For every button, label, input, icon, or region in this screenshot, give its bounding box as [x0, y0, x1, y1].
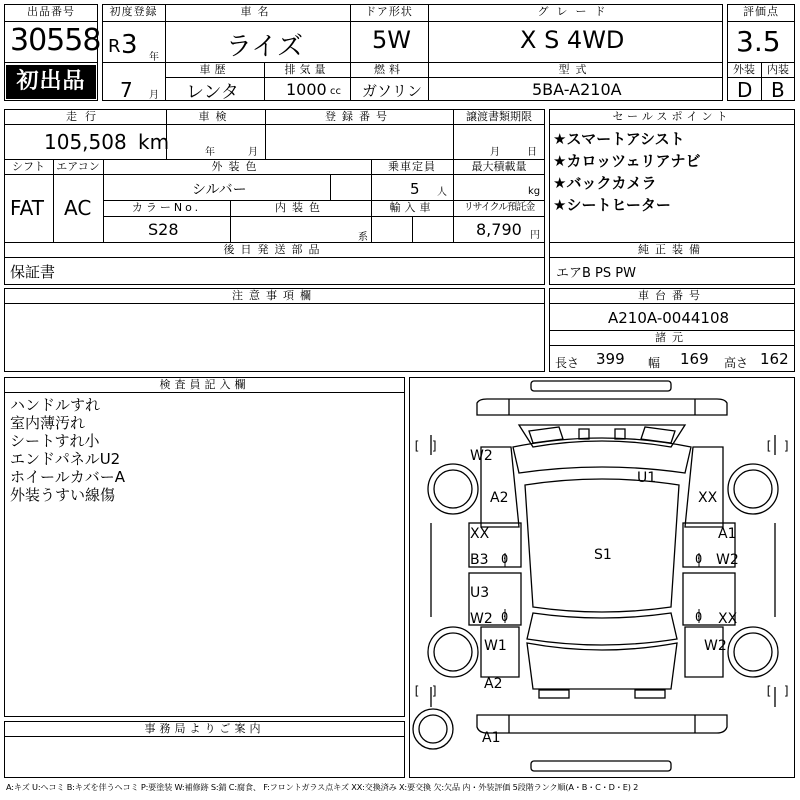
color-no-label: カラーNo. — [131, 201, 202, 214]
mileage-label: 走行 — [66, 110, 104, 123]
width: 169 — [680, 350, 709, 368]
month-unit: 月 — [149, 90, 159, 101]
recycle-unit: 円 — [530, 230, 540, 241]
svg-text:]: ] — [783, 684, 791, 698]
door-type: 5W — [372, 26, 411, 54]
shift: FAT — [10, 196, 45, 220]
svg-text:[: [ — [765, 439, 773, 453]
mark-a2-left: A2 — [490, 490, 509, 506]
reg-month: 7 — [120, 78, 133, 102]
fuel-label: 燃料 — [374, 63, 404, 76]
chassis-number: A210A-0044108 — [608, 309, 730, 327]
transfer-day-unit: 日 — [527, 147, 537, 158]
sales-points-list — [553, 128, 701, 216]
ext-grade: D — [737, 78, 753, 102]
inspection-year-unit: 年 — [205, 147, 215, 158]
score: 3.5 — [736, 25, 781, 58]
grade: X S 4WD — [520, 26, 625, 54]
fuel: ガソリン — [362, 82, 423, 100]
mileage: 105,508 — [44, 130, 127, 154]
inspector-line: ホイールカバーA — [10, 468, 125, 486]
inspector-line: 室内薄汚れ — [10, 414, 86, 432]
color-label: 外装色 — [211, 160, 263, 173]
name-label: 車名 — [240, 5, 275, 18]
mark-a1-right-door: A1 — [718, 526, 737, 542]
color-no: S28 — [148, 220, 179, 239]
int-grade: B — [771, 78, 785, 102]
mark-xx-right: XX — [698, 490, 718, 506]
history: レンタ — [186, 82, 239, 103]
displacement-unit: cc — [330, 86, 341, 97]
inspector-label: 検査員記入欄 — [159, 378, 250, 391]
svg-text:]: ] — [783, 439, 791, 453]
inspector-notes — [10, 396, 125, 504]
svg-text:[: [ — [765, 684, 773, 698]
history-label: 車歴 — [199, 63, 230, 76]
model-code: 5BA-A210A — [532, 80, 622, 99]
seats: 5 — [410, 180, 420, 198]
svg-text:]: ] — [431, 439, 439, 453]
era: R — [108, 36, 121, 57]
era-year: 3 — [121, 30, 138, 60]
svg-text:0: 0 — [695, 552, 703, 566]
height-label: 高さ — [724, 356, 749, 370]
inspector-line: 外装うすい線傷 — [10, 486, 116, 504]
int-color-label: 内装色 — [275, 201, 326, 214]
length: 399 — [596, 350, 625, 368]
ac: AC — [64, 196, 92, 220]
load-unit: kg — [528, 186, 541, 197]
svg-text:0: 0 — [695, 610, 703, 624]
mark-u3: U3 — [470, 585, 490, 601]
inspector-line: ハンドルすれ — [10, 396, 101, 414]
ac-label: エアコン — [56, 160, 100, 173]
displacement-label: 排気量 — [284, 63, 330, 76]
equipment: エアB PS PW — [556, 266, 636, 281]
first-reg-label: 初度登録 — [109, 5, 158, 18]
import-label: 輸入車 — [389, 201, 435, 214]
year-unit: 年 — [149, 52, 159, 63]
car-name: ライズ — [226, 32, 303, 62]
sales-point: ★バックカメラ — [553, 174, 657, 192]
later-parts: 保証書 — [10, 263, 56, 281]
exterior-color: シルバー — [192, 182, 247, 198]
score-label: 評価点 — [743, 5, 779, 18]
car-diagram — [409, 377, 795, 778]
mark-u1: U1 — [637, 470, 657, 486]
svg-text:[: [ — [413, 439, 421, 453]
sales-points-label: セールスポイント — [612, 110, 732, 123]
length-label: 長さ — [555, 356, 580, 370]
transfer-label: 譲渡書類期限 — [466, 110, 532, 123]
legend: A:キズ U:ヘコミ B:キズを伴うヘコミ P:要塗装 W:補修跡 S:錆 C:腐食、 F:フロントガラス点キズ XX:交換済み X:要交換 欠:欠品 内・外装評価 5段階ランク順(A・B・C・D・E) 2 — [6, 782, 639, 792]
mark-w2-right-rear-wheel: W2 — [704, 638, 727, 654]
width-label: 幅 — [648, 356, 661, 370]
sales-point: ★カロッツェリアナビ — [553, 152, 701, 170]
inspector-line: シートすれ小 — [10, 432, 100, 450]
mark-b3: B3 — [470, 552, 489, 568]
mark-w1: W1 — [484, 638, 507, 654]
first-listing-badge: 初出品 — [6, 65, 96, 99]
later-parts-label: 後日発送部品 — [223, 243, 326, 256]
height: 162 — [760, 350, 789, 368]
ext-label: 外装 — [733, 63, 755, 76]
spec-label: 諸元 — [655, 331, 689, 344]
model-label: 型式 — [558, 63, 593, 76]
seats-label: 乗車定員 — [388, 160, 436, 173]
load-label: 最大積載量 — [471, 160, 527, 173]
inspection-label: 車検 — [198, 110, 233, 123]
mark-w2-right-door: W2 — [716, 552, 739, 568]
grade-label: グレード — [537, 5, 614, 18]
office-label: 事務局よりご案内 — [144, 722, 265, 735]
int-label: 内装 — [767, 63, 789, 76]
svg-text:]: ] — [431, 684, 439, 698]
mark-w2-left-rear: W2 — [470, 611, 493, 627]
recycle-fee: 8,790 — [476, 220, 522, 239]
mileage-unit: km — [138, 130, 170, 154]
mark-w2-front-left: W2 — [470, 448, 493, 464]
mark-s1: S1 — [594, 547, 612, 563]
inspection-month-unit: 月 — [248, 147, 258, 158]
equipment-label: 純正装備 — [638, 243, 706, 256]
lot-label: 出品番号 — [27, 5, 75, 18]
mark-xx-right-rear: XX — [718, 611, 738, 627]
inspector-line: エンドパネルU2 — [10, 450, 121, 468]
int-color-unit: 系 — [358, 232, 368, 243]
svg-text:0: 0 — [501, 552, 509, 566]
lot-number: 30558 — [10, 23, 101, 58]
svg-text:0: 0 — [501, 610, 509, 624]
sales-point: ★スマートアシスト — [553, 130, 685, 148]
svg-text:[: [ — [413, 684, 421, 698]
mark-xx-left-door: XX — [470, 526, 490, 542]
mark-a2-bumper: A2 — [484, 676, 503, 692]
shift-label: シフト — [12, 160, 45, 173]
seats-unit: 人 — [437, 187, 447, 198]
chassis-label: 車台番号 — [638, 289, 706, 302]
door-label: ドア形状 — [365, 5, 413, 18]
recycle-label: リサイクル預託金 — [463, 202, 535, 213]
reg-no-label: 登録番号 — [325, 110, 393, 123]
notes-label: 注意事項欄 — [232, 289, 317, 302]
displacement: 1000 — [286, 80, 327, 99]
transfer-month-unit: 月 — [490, 147, 500, 158]
sales-point: ★シートヒーター — [553, 196, 671, 214]
mark-a1-bottom: A1 — [482, 730, 501, 746]
